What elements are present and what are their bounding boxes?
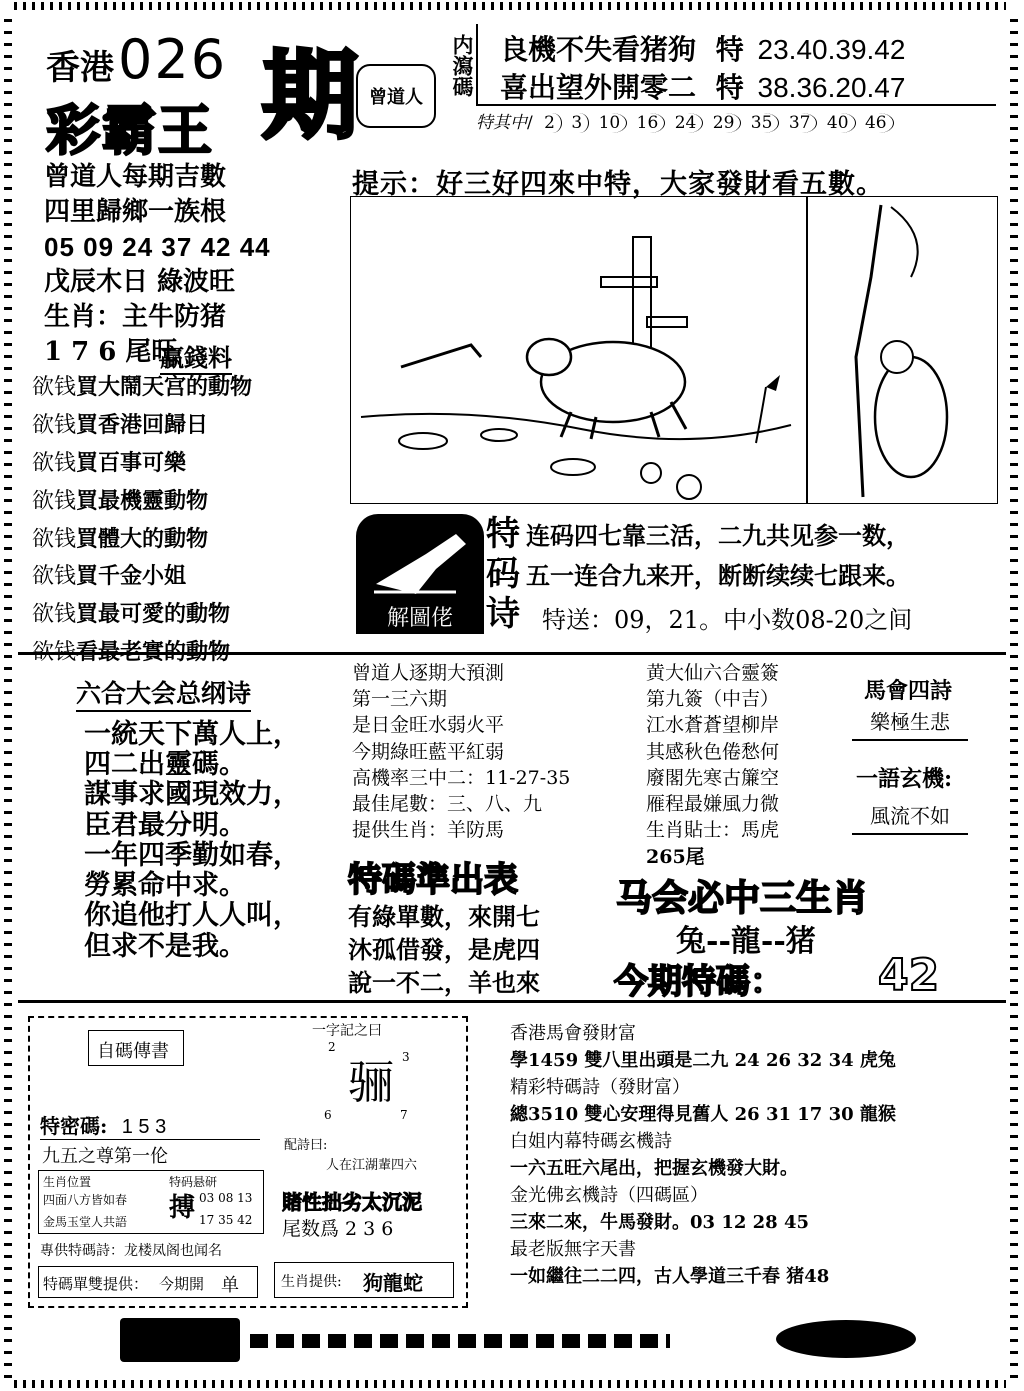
huang-line: 雁程最嫌風力微 <box>646 793 780 816</box>
prediction-line: 曾道人逐期大預測 <box>352 662 505 684</box>
illustration-panel <box>350 196 998 504</box>
hit-number: 37 <box>787 113 818 133</box>
prediction-line: 最佳尾數：三、八、九 <box>352 793 543 816</box>
poem-line-1-text: 良機不失看猪狗 <box>500 33 697 66</box>
money-item <box>32 486 352 518</box>
prediction-block <box>352 660 642 844</box>
left-numbers: 05 09 24 37 42 44 <box>44 232 271 263</box>
money-prefix: 欲钱 <box>32 640 77 666</box>
money-text: 買體大的動物 <box>76 525 209 552</box>
huang-line: 其感秋色倦愁何 <box>646 740 780 763</box>
must-win-special-number: 42 <box>878 950 940 1001</box>
table-out-line: 有綠單數，來開七 <box>348 902 540 931</box>
issue-number: 026 <box>118 28 228 91</box>
bottom-right-line: 精彩特碼詩（發財富） <box>510 1077 690 1098</box>
stamp-text: 曾道人 <box>369 87 423 108</box>
hit-number: 24 <box>673 113 704 133</box>
grid-label: 生肖位置 <box>43 1175 92 1189</box>
prediction-line: 提供生肖：羊防馬 <box>352 819 505 842</box>
special-code-label: 特密碼: <box>40 1114 108 1138</box>
money-item <box>32 410 352 442</box>
bottom-right-block <box>510 1020 1000 1290</box>
single-result: 单 <box>221 1275 239 1296</box>
horse-title-2: 一語玄機: <box>856 766 953 792</box>
money-text: 看最老實的動物 <box>76 639 231 666</box>
money-item <box>32 448 352 480</box>
money-prefix: 欲钱 <box>32 412 77 438</box>
money-text: 買千金小姐 <box>76 563 187 590</box>
prediction-line: 今期綠旺藍平紅弱 <box>352 740 505 763</box>
money-item <box>32 561 352 593</box>
huang-line: 江水蒼蒼望柳岸 <box>646 714 780 737</box>
huang-line: 265尾 <box>646 845 705 868</box>
money-text: 買大鬧天宫的動物 <box>76 374 253 400</box>
bottom-left-panel <box>28 1016 468 1308</box>
bottom-right-line: 三來二來，牛馬發財。03 12 28 45 <box>510 1212 809 1233</box>
hit-number: 10 <box>597 113 628 133</box>
prediction-line: 第一三六期 <box>352 688 448 711</box>
liuhe-title: 六合大会总纲诗 <box>76 674 251 712</box>
hit-number: 40 <box>825 113 856 133</box>
footer-strip <box>250 1334 670 1348</box>
side-char: 诗 <box>486 594 520 634</box>
word-char: 骊 <box>348 1055 394 1109</box>
header-poem-box <box>476 24 996 106</box>
hand-icon <box>356 514 484 606</box>
hit-number: 35 <box>749 113 780 133</box>
footer-logo-left <box>120 1318 240 1362</box>
hit-row: 特其中/ 2 3 10 16 24 29 35 37 40 46 <box>476 108 896 133</box>
left-edge-border <box>4 10 12 1378</box>
huang-line: 生肖貼士：馬虎 <box>646 819 780 842</box>
poem-text: 人在江湖輩四六 <box>326 1158 418 1173</box>
liuhe-line: 臣君最分明。 <box>84 809 246 841</box>
jietu-panel <box>352 510 1000 638</box>
money-item <box>32 599 352 631</box>
hit-number: 3 <box>569 113 589 133</box>
bo-nums: 17 35 42 <box>199 1213 253 1227</box>
grid-label: 金馬玉堂人共語 <box>43 1215 128 1229</box>
bottom-right-line: 一六五旺六尾出，把握玄機發大財。 <box>510 1158 798 1179</box>
must-win-title: 马会必中三生肖 <box>616 878 869 919</box>
top-edge-border <box>14 2 1006 10</box>
word-num: 7 <box>400 1108 408 1122</box>
money-title: 贏錢料 <box>160 338 232 375</box>
special-phrase: 九五之尊第一伦 <box>42 1146 168 1167</box>
word-num: 3 <box>402 1050 410 1064</box>
special-code: 1 5 3 <box>121 1116 167 1138</box>
bottom-right-line: 香港馬會發財富 <box>510 1023 636 1044</box>
table-out-line: 沐孤借發，是虎四 <box>348 935 540 965</box>
horse-title: 馬會四詩 <box>864 678 953 704</box>
bottom-right-line: 學1459 雙八里出頭是二九 24 26 32 34 虎兔 <box>510 1050 896 1071</box>
word-num: 6 <box>324 1108 332 1122</box>
zodiac-box <box>274 1262 454 1298</box>
money-prefix: 欲钱 <box>32 488 77 514</box>
jietu-label: 解圖佬 <box>356 604 484 634</box>
jietu-side <box>486 514 520 634</box>
issue-char: 期 <box>262 39 358 152</box>
left-line: 四里歸鄉一族根 <box>44 197 227 228</box>
inner-label-text: 内瀉碼 <box>450 34 475 97</box>
table-out-lines <box>348 900 608 999</box>
bottom-right-line: 最老版無字天書 <box>510 1239 636 1260</box>
single-box <box>38 1266 258 1298</box>
money-text: 買最機靈動物 <box>76 487 209 514</box>
bottom-right-line: 金光佛玄機詩（四碼區） <box>510 1185 708 1206</box>
poem-line-1 <box>500 28 905 68</box>
footer-logo-right <box>776 1320 916 1358</box>
hit-number: 46 <box>863 113 894 133</box>
bottom-right-line: 總3510 雙心安理得見舊人 26 31 17 30 龍猴 <box>510 1104 896 1125</box>
poem-label: 配詩曰: <box>284 1138 328 1153</box>
liuhe-line: 一年四季勤如春， <box>84 839 300 871</box>
liuhe-line: 你追他打人人叫， <box>84 900 300 932</box>
money-prefix: 欲钱 <box>32 375 77 400</box>
money-item <box>32 372 352 404</box>
poem-line-2-text: 喜出望外開零二 <box>500 71 697 104</box>
jietu-line-3: 特送：09，21。中小数08-20之间 <box>542 606 913 634</box>
hit-label: 特其中 <box>476 113 527 133</box>
special-2-label: 特 <box>715 71 744 104</box>
hint-text: 提示：好三好四來中特，大家發財看五數。 <box>352 169 884 200</box>
money-prefix: 欲钱 <box>32 564 77 590</box>
zodiac-label: 生肖提供: <box>281 1274 342 1290</box>
huang-line: 廢閣先寒古簾空 <box>646 766 780 789</box>
money-text: 買百事可樂 <box>76 449 187 476</box>
table-out-line: 說一不二，羊也來 <box>348 968 540 998</box>
right-edge-border <box>1010 10 1018 1378</box>
word-title: 一字記之曰 <box>312 1023 382 1039</box>
huang-line: 第九簽（中吉） <box>646 688 780 711</box>
money-text: 買香港回歸日 <box>76 411 209 438</box>
zodiac-value: 狗龍蛇 <box>363 1271 423 1295</box>
gamble-text: 賭性拙劣太沉泥 <box>282 1190 422 1214</box>
grid-box <box>38 1170 264 1234</box>
bottom-edge-border <box>14 1380 1006 1388</box>
money-prefix: 欲钱 <box>32 526 77 552</box>
must-win-special-label: 今期特碼： <box>614 962 784 1002</box>
liuhe-line: 一統天下萬人上， <box>84 719 300 750</box>
bo-char: 搏 <box>169 1193 196 1223</box>
horse-phrase-2: 風流不如 <box>852 800 968 835</box>
book-title-box <box>88 1030 184 1066</box>
prediction-line: 高機率三中二：11-27-35 <box>352 766 571 789</box>
special-1-label: 特 <box>715 33 744 66</box>
huang-line: 黄大仙六合靈簽 <box>646 662 780 684</box>
liuhe-line: 但求不是我。 <box>84 930 246 962</box>
single-label: 特碼單雙提供： <box>43 1275 149 1293</box>
huang-block <box>646 660 836 870</box>
table-out-title: 特碼準出表 <box>348 860 518 900</box>
bottom-right-line: 白姐内幕特碼玄機詩 <box>510 1131 672 1152</box>
left-line: 1 7 6 尾旺 <box>44 337 178 368</box>
side-char: 码 <box>486 554 520 594</box>
pig-illustration <box>351 197 997 503</box>
left-line: 戊辰木日 綠波旺 <box>44 267 236 298</box>
special-poem: 專供特碼詩：龙楼凤阁也闻名 <box>40 1243 222 1259</box>
stamp-logo <box>356 64 436 128</box>
divider <box>18 1000 1006 1003</box>
divider <box>18 652 1006 655</box>
single-value: 今期開 <box>159 1275 205 1293</box>
brand-large: 彩霸王 <box>46 99 214 162</box>
special-1-numbers: 23.40.39.42 <box>757 34 906 65</box>
poem-line-2 <box>500 66 905 106</box>
money-list <box>32 372 352 675</box>
prediction-line: 是日金旺水弱火平 <box>352 714 505 737</box>
jietu-line-1: 连码四七靠三活，二九共见参一数， <box>526 521 910 550</box>
liuhe-line: 勞累命中求。 <box>84 870 246 902</box>
left-line: 生肖：主牛防猪 <box>44 302 227 333</box>
hit-number: 16 <box>635 113 666 133</box>
money-item <box>32 524 352 556</box>
word-num: 2 <box>328 1040 336 1054</box>
brand-small: 香港 <box>46 48 114 88</box>
liuhe-lines <box>84 720 334 962</box>
money-prefix: 欲钱 <box>32 450 77 476</box>
bo-nums: 03 08 13 <box>199 1191 253 1205</box>
liuhe-line: 謀事求國現效力， <box>84 779 300 811</box>
grid-label: 四面八方皆如春 <box>43 1193 128 1207</box>
side-char: 特 <box>486 514 520 554</box>
bo-title: 特码悬研 <box>169 1175 218 1189</box>
hit-number: 2 <box>542 113 562 133</box>
inner-label <box>440 34 474 97</box>
money-prefix: 欲钱 <box>32 602 77 628</box>
must-win-animals: 兔--龍--猪 <box>676 924 816 959</box>
liuhe-line: 四二出靈碼。 <box>84 749 246 781</box>
left-line: 曾道人每期吉數 <box>44 162 227 192</box>
bottom-right-line: 一如繼往二二四，古人學道三千春 猪48 <box>510 1266 830 1287</box>
hit-number: 29 <box>711 113 742 133</box>
special-code-row <box>40 1110 260 1140</box>
special-2-numbers: 38.36.20.47 <box>757 72 906 103</box>
jietu-line-2: 五一连合九来开，断断续续七跟来。 <box>526 561 910 590</box>
tail-text: 尾数爲 2 3 6 <box>282 1218 394 1240</box>
book-title: 自碼傳書 <box>97 1041 169 1062</box>
money-text: 買最可愛的動物 <box>76 601 231 628</box>
horse-phrase: 樂極生悲 <box>852 706 968 741</box>
